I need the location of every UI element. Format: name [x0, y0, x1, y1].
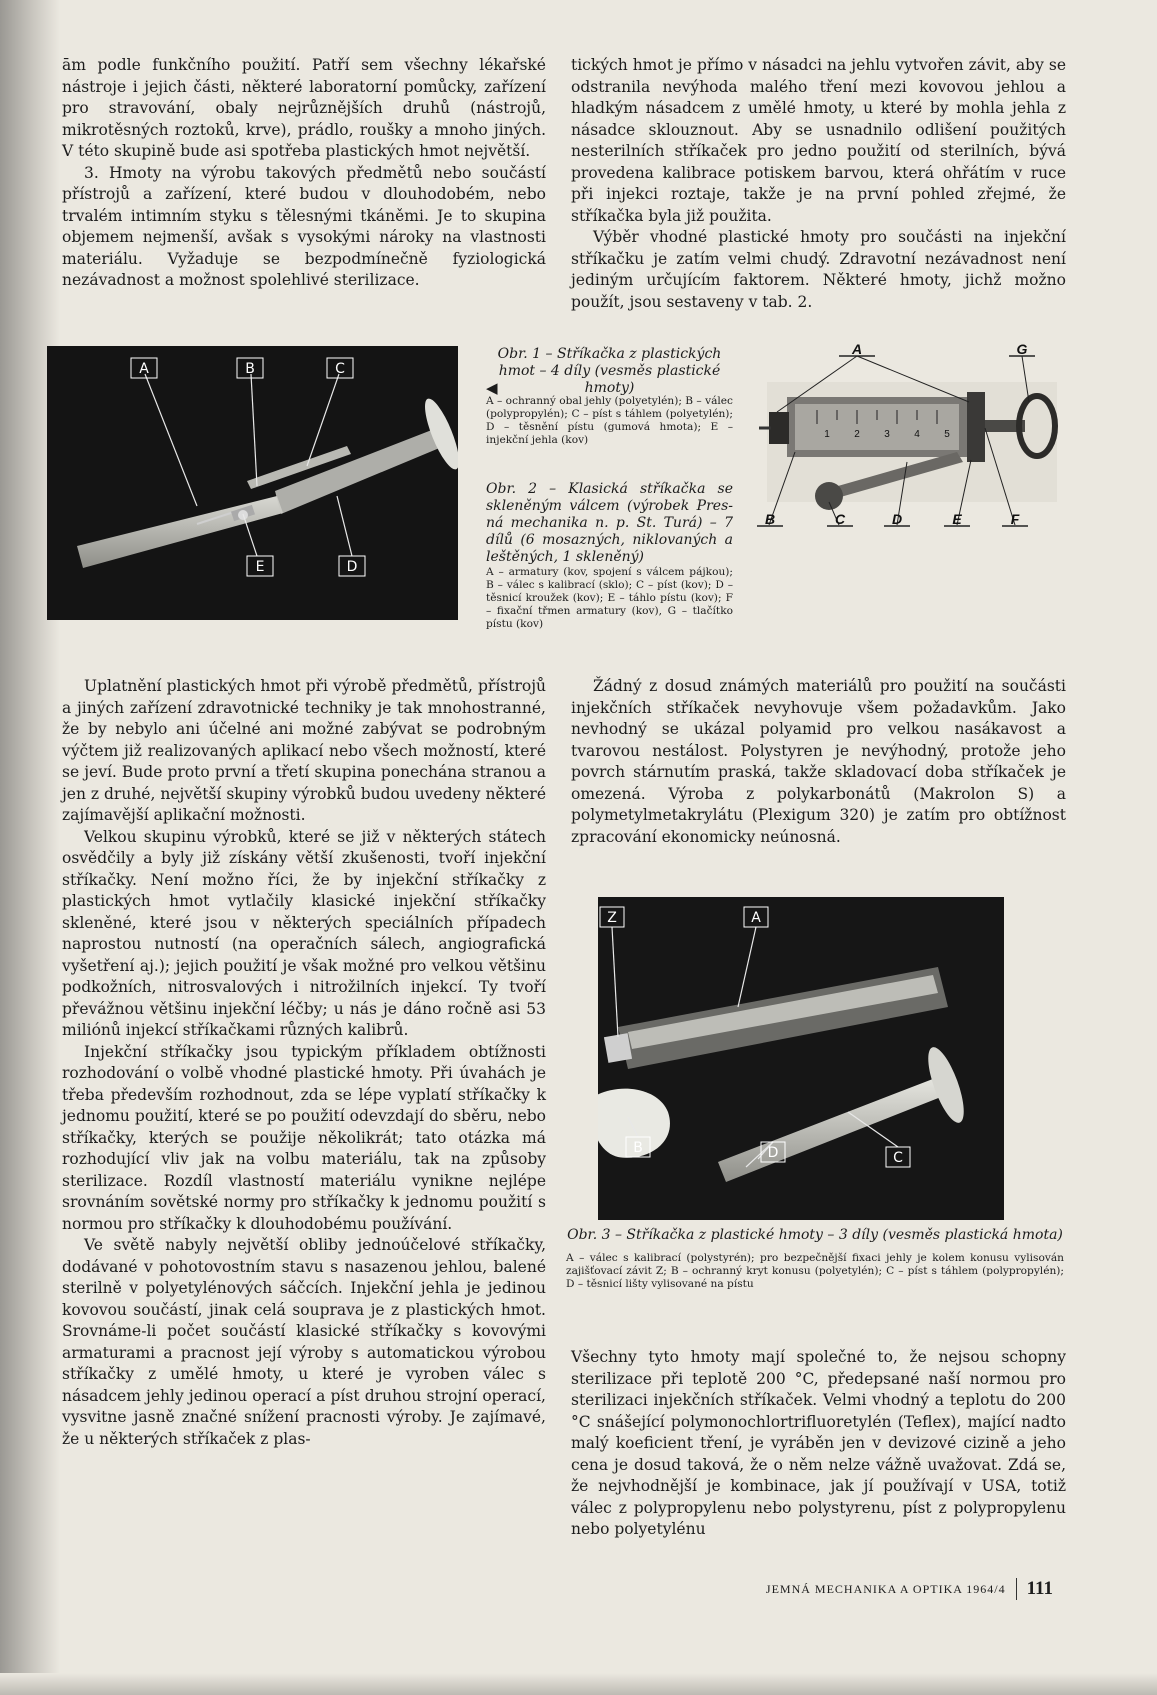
right-top-text [571, 55, 1066, 313]
fig3-label-z: Z [607, 910, 617, 926]
scale-mark-1: 1 [824, 429, 830, 440]
fig1-label-e: E [255, 559, 265, 575]
push-button [815, 482, 843, 510]
fig1-label-a: A [139, 361, 149, 377]
paragraph: Uplatnění plastických hmot při výrobě předmětů, přístrojů a jiných zařízení zdravotnické techniky je tak mnohostranné, že by nebylo ani účelné ani možné zabývat se podrobným výčtem již realizovaných aplikací nebo všech možností, které se jeví. Bude proto první a třetí skupina ponechána stranou a jen z druhé, největší skupiny výrobků budou uvedeny některé zajímavější aplikační možnosti. [62, 677, 546, 824]
figure-1-caption-title: Obr. 1 – Stříkačka z plastických hmot – 4 díly (vesměs plastické hmoty) [497, 346, 722, 396]
right-mid-text [571, 676, 1066, 848]
page-bottom-shadow [0, 1673, 1157, 1695]
fig2-label-c: C [834, 511, 846, 527]
paragraph: Velkou skupinu výrobků, které se již v některých státech osvědčily a byly již získány větší zkušenosti, tvoří injekční stříkačky. Není možno říci, že by injekční stříkačky z plastických hmot vytlačily klasické injekční stříkačky skleněné, které jsou v některých speciálních případech naprostou nutností (na operačních sálech, angiografická vyšetření aj.); jejich použití je však možné pro velkou většinu podkožních, nitrosvalových i nitrožilních injekcí. Ty tvoří převážnou většinu injekční léčby; u nás je dáno ročně asi 53 miliónů injekcí stříkačkami různých kalibrů. [62, 827, 546, 1039]
figure-1-photo [47, 346, 458, 620]
figure-1-caption-body: A – ochranný obal jehly (polyetylén); B – válec (polypropylén); C – píst s táhlem (polyetylén); D – těsnění pístu (gumová hmota); E – injekční jehla (kov) [486, 395, 733, 446]
fig3-label-b: B [633, 1140, 643, 1156]
scale-mark-3: 3 [884, 429, 890, 440]
paragraph: Výběr vhodné plastické hmoty pro součásti na injekční stříkačku je zatím velmi chudý. Zdravotní nezávadnost není jediným určujícím faktorem. Některé hmoty, jichž možno použít, jsou sestaveny v tab. 2. [571, 228, 1066, 311]
right-bottom-text [571, 1347, 1066, 1541]
scale-mark-4: 4 [914, 429, 920, 440]
scale-mark-2: 2 [854, 429, 860, 440]
paragraph: ām podle funkčního použití. Patří sem všechny lékařské nástroje i jejich části, některé laboratorní pomůcky, zařízení pro stravování, obaly nejrůznějších druhů (nástrojů, mikrotěsných roztoků, krve), prádlo, roušky a mnoho jiných. V této skupině bude asi spotřeba plastických hmot největší. [62, 56, 546, 160]
figure-2-drawing [757, 342, 1067, 538]
figure-2-caption-body: A – armatury (kov, spojení s válcem pájkou); B – válec s kalibrací (sklo); C – píst (kov); D – těsnicí kroužek (kov); E – táhlo pístu (kov); F – fixační třmen armatury (kov), G – tlačítko pístu (kov) [486, 566, 733, 630]
book-spine-shadow [0, 0, 60, 1695]
fig2-label-b: B [764, 511, 776, 527]
fig2-label-f: F [1010, 511, 1020, 527]
figure-3-caption-title: Obr. 3 – Stříkačka z plastické hmoty – 3 díly (vesměs plastická hmota) [567, 1227, 1063, 1243]
arrow-left-icon: ◀ [486, 379, 498, 397]
scale-mark-5: 5 [944, 429, 950, 440]
figure-3-photo [598, 897, 1004, 1220]
fig3-label-a: A [751, 910, 761, 926]
fig2-label-d: D [891, 511, 903, 527]
fig1-label-b: B [245, 361, 255, 377]
paragraph: Ve světě nabyly největší obliby jednoúčelové stříkačky, dodávané v pohotovostním stavu s nasazenou jehlou, balené sterilně v polyetylénových sáčcích. Injekční jehla je jedinou kovovou součástí, jinak celá souprava je z plastických hmot. Srovnáme-li počet součástí klasické stříkačky s kovovými armaturami a pracnost její výroby s automatickou výrobou stříkačky z umělé hmoty, u které je vyroben válec s násadcem jehly jedinou operací a píst druhou strojní operací, vysvitne jasně značné snížení pracnosti výroby. Je zajímavé, že u některých stříkaček z plas- [62, 1236, 546, 1448]
figure-2-caption [486, 481, 733, 631]
fig2-label-g: G [1016, 342, 1028, 357]
barrel-tip [604, 1033, 632, 1063]
fig1-label-d: D [346, 559, 358, 575]
paragraph: Žádný z dosud známých materiálů pro použití na součásti injekčních stříkaček nevyhovuje všem požadavkům. Jako nevhodný se ukázal polyamid pro velkou nasákavost a tvarovou nestálost. Polystyren je nevýhodný, protože jeho povrch stárnutím praská, takže skladovací doba stříkaček je omezená. Výroba z polykarbonátů (Makrolon S) a polymetylmetakrylátu (Plexigum 320) je zatím pro obtížnost zpracování ekonomicky neúnosná. [571, 677, 1066, 846]
figure-3-caption-body: A – válec s kalibrací (polystyrén); pro bezpečnější fixaci jehly je kolem konusu vylisován zajišťovací závit Z; B – ochranný kryt konusu (polyetylén); C – píst s táhlem (polypropylén); D – těsnicí lišty vylisované na pístu [566, 1252, 1064, 1290]
paragraph: tických hmot je přímo v násadci na jehlu vytvořen závit, aby se odstranila nevýhoda malého tření mezi kovovou jehlou a hladkým násadcem z umělé hmoty, u které by mohla jehla z násadce sklouznout. Aby se usnadnilo odlišení použitých nesterilních stříkaček pro jedno použití od sterilních, bývá provedena kalibrace potiskem barvou, která ohřátím v ruce při injekci roztaje, takže je na první pohled zřejmé, že stříkačka byla již použita. [571, 56, 1066, 225]
fig3-label-c: C [893, 1150, 903, 1166]
paragraph: 3. Hmoty na výrobu takových předmětů nebo součástí přístrojů a zařízení, které budou v dlouhodobém, nebo trvalém intimním styku s tělesnými tkáněmi. Je to skupina objemem nejmenší, avšak s vysokými nároky na vlastnosti materiálu. Vyžaduje se bezpodmínečně fyziologická nezávadnost a možnost spolehlivé sterilizace. [62, 163, 546, 289]
fig2-label-e: E [952, 511, 962, 527]
paragraph: Injekční stříkačky jsou typickým příkladem obtížnosti rozhodování o volbě vhodné plastické hmoty. Při úvahách je třeba především rozhodnout, zda se lépe vyplatí stříkačky k jednomu použití, které se po použití odevzdají do sběru, nebo stříkačky, kterých se použije několikrát; tato otázka má rozhodující vliv jak na volbu materiálu, tak na způsoby sterilizace. Rozdíl vlastností materiálu vynikne nejlépe srovnáním sovětské normy pro stříkačky k jednomu použití s normou pro stříkačky k dlouhodobému používání. [62, 1042, 546, 1233]
journal-name: JEMNÁ MECHANIKA A OPTIKA 1964/4 [765, 1581, 1006, 1596]
figure-1-caption [486, 346, 733, 447]
end-fitting [967, 392, 985, 462]
page-footer [766, 1578, 1053, 1600]
tip-fitting [769, 412, 789, 444]
left-bottom-text [62, 676, 546, 1450]
fig3-label-d: D [767, 1145, 779, 1161]
figure-3-caption [566, 1227, 1064, 1291]
page-number: 111 [1026, 1578, 1053, 1599]
paragraph: Všechny tyto hmoty mají společné to, že nejsou schopny sterilizace při teplotě 200 °C, předepsané naší normou pro sterilizaci injekčních stříkaček. Velmi vhodný a teplotu do 200 °C snášející polymonochlortrifluoretylén (Teflex), mající nadto malý koeficient tření, je vyráběn jen v devizové cizině a jeho cena je dosud taková, že o něm nelze vážně uvažovat. Zdá se, že nejvhodnější je kombinace, jak jí používají v USA, totiž válec z polypropylenu nebo polystyrenu, píst z polypropylenu nebo polyetylénu [571, 1348, 1066, 1538]
figure-2-caption-title: Obr. 2 – Klasická stříkačka se skleněným válcem (výrobek Presná mechanika n. p. St. Turá) – 7 dílů (6 mosazných, niklovaných a leštěných, 1 skleněný) [486, 481, 733, 565]
footer-divider [1016, 1578, 1017, 1600]
fig2-label-a: A [851, 342, 863, 357]
fig1-label-c: C [335, 361, 345, 377]
left-top-text [62, 55, 546, 292]
